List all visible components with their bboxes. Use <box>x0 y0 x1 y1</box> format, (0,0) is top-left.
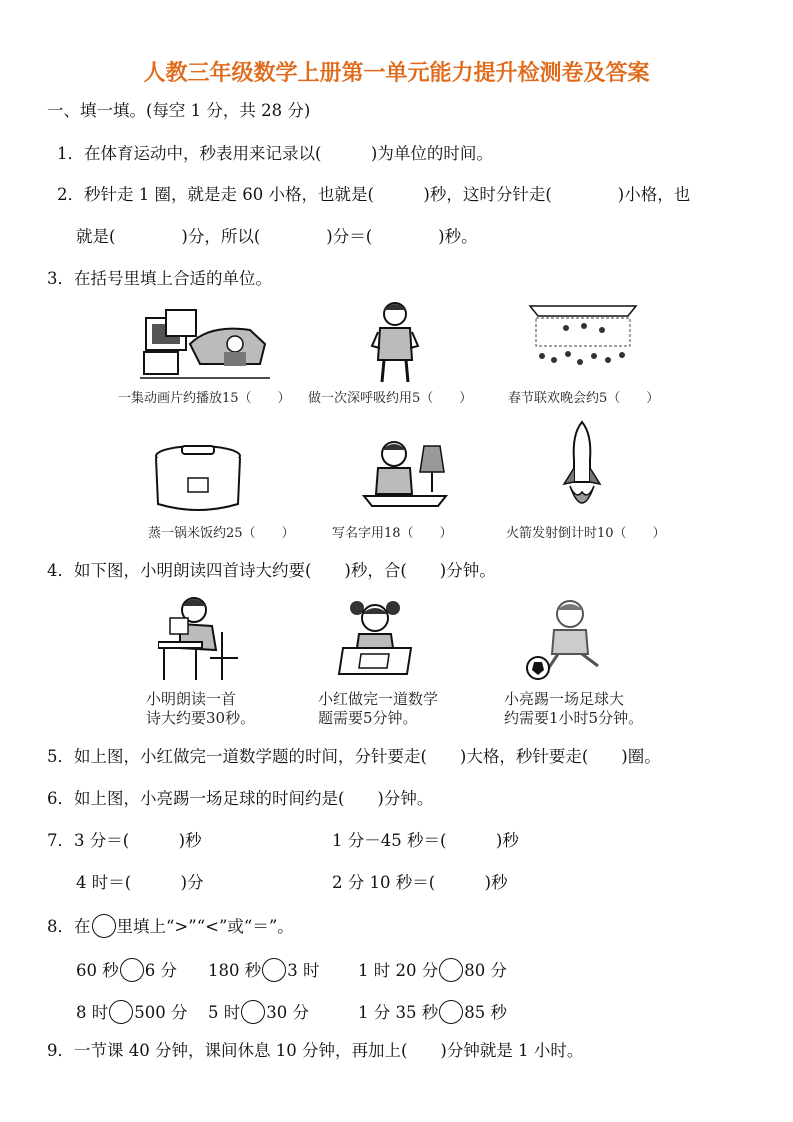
rocket-image <box>560 420 604 516</box>
question-9: 9．一节课 40 分钟，课间休息 10 分钟，再加上( )分钟就是 1 小时。 <box>47 1041 584 1060</box>
question-7b: 1 分－45 秒＝( )秒 <box>332 831 519 850</box>
compare-circle[interactable] <box>439 1000 463 1024</box>
compare-item: 60 秒 6 分 <box>76 958 177 982</box>
q4-caption-1-line-1: 小明朗读一首 <box>146 690 237 708</box>
q4-caption-2-line-2: 题需要5分钟。 <box>318 709 418 727</box>
rice-cooker-image <box>150 442 246 518</box>
q3-caption-cartoon: 一集动画片约播放15（ ） <box>118 391 291 406</box>
question-2-line-1: 2．秒针走 1 圈，就是走 60 小格，也就是( )秒，这时分针走( )小格，也 <box>57 185 691 204</box>
q3-caption-gala: 春节联欢晚会约5（ ） <box>508 391 660 406</box>
question-5: 5．如上图，小红做完一道数学题的时间，分针要走( )大格，秒针要走( )圈。 <box>47 747 661 766</box>
xiaoliang-football-image <box>524 596 616 682</box>
page-title: 人教三年级数学上册第一单元能力提升检测卷及答案 <box>143 61 650 86</box>
q3-caption-rocket: 火箭发射倒计时10（ ） <box>506 526 666 541</box>
compare-circle[interactable] <box>439 958 463 982</box>
question-6: 6．如上图，小亮踢一场足球的时间约是( )分钟。 <box>47 789 434 808</box>
compare-item: 8 时 500 分 <box>76 1000 188 1024</box>
compare-circle-example <box>92 914 116 938</box>
xiaohong-math-image <box>335 596 419 682</box>
spring-gala-image <box>528 298 638 372</box>
compare-circle[interactable] <box>241 1000 265 1024</box>
q4-caption-2-line-1: 小红做完一道数学 <box>318 690 439 708</box>
compare-item: 5 时 30 分 <box>208 1000 309 1024</box>
q4-caption-3-line-2: 约需要1小时5分钟。 <box>504 709 644 727</box>
q3-caption-name: 写名字用18（ ） <box>332 526 453 541</box>
tv-cartoon-image <box>140 304 275 382</box>
question-7d: 2 分 10 秒＝( )秒 <box>332 873 508 892</box>
compare-item: 1 时 20 分 80 分 <box>358 958 507 982</box>
question-3: 3．在括号里填上合适的单位。 <box>47 269 272 288</box>
compare-circle[interactable] <box>120 958 144 982</box>
q4-caption-3-line-1: 小亮踢一场足球大 <box>504 690 625 708</box>
compare-circle[interactable] <box>109 1000 133 1024</box>
writing-boy-image <box>360 436 450 522</box>
question-8-instruction: 8．在 里填上“>”“<”或“＝”。 <box>47 914 294 938</box>
q3-caption-breath: 做一次深呼吸约用5（ ） <box>308 391 473 406</box>
q4-caption-1-line-2: 诗大约要30秒。 <box>146 709 256 727</box>
question-7c: 4 时＝( )分 <box>76 873 204 892</box>
q3-caption-rice: 蒸一锅米饭约25（ ） <box>148 526 295 541</box>
breathing-boy-image <box>370 298 420 384</box>
question-7a: 7．3 分＝( )秒 <box>47 831 202 850</box>
section-heading: 一、填一填。(每空 1 分，共 28 分) <box>47 101 311 120</box>
question-2-line-2: 就是( )分，所以( )分＝( )秒。 <box>76 227 478 246</box>
xiaoming-reading-image <box>158 592 242 682</box>
question-4: 4．如下图，小明朗读四首诗大约要( )秒，合( )分钟。 <box>47 561 496 580</box>
compare-item: 180 秒 3 时 <box>208 958 320 982</box>
question-1: 1．在体育运动中，秒表用来记录以( )为单位的时间。 <box>57 144 493 163</box>
compare-circle[interactable] <box>262 958 286 982</box>
compare-item: 1 分 35 秒 85 秒 <box>358 1000 507 1024</box>
